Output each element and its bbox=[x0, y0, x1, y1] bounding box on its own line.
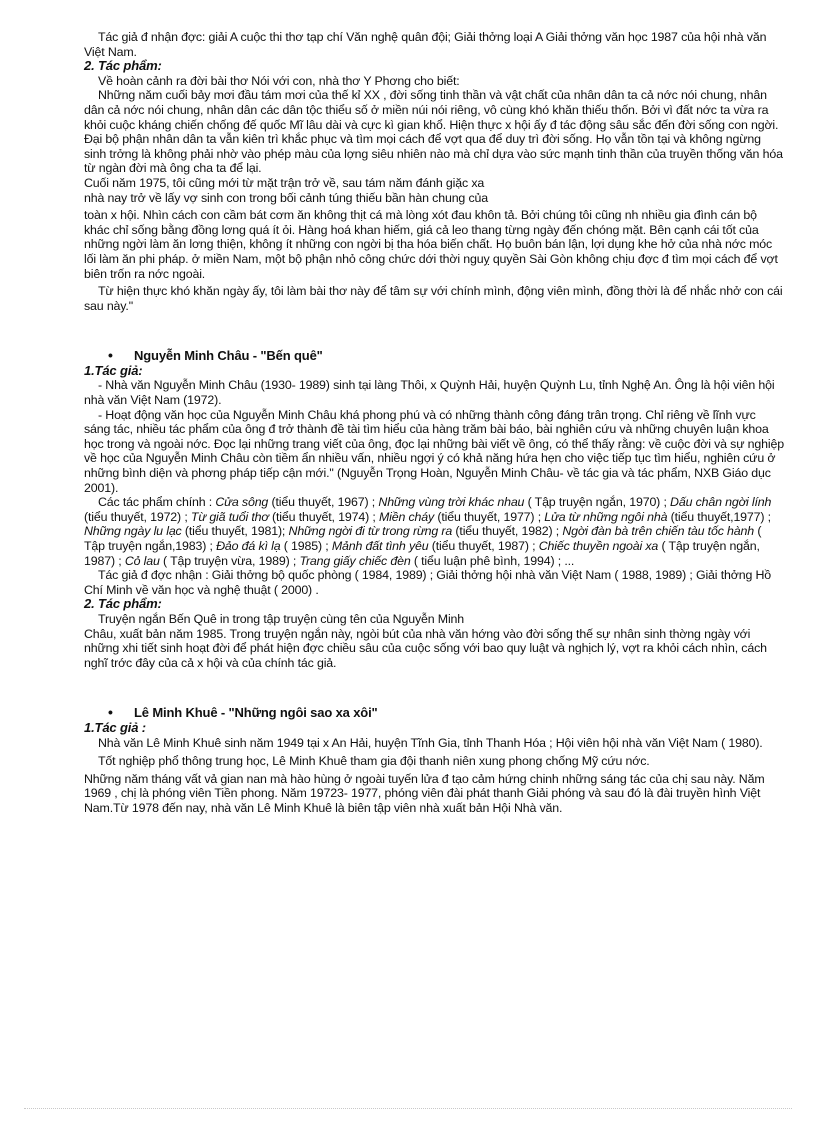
work-detail: ( Tập truyện ngắn, 1987) ; bbox=[84, 539, 760, 568]
work-detail: (tiểu thuyết,1977) ; bbox=[667, 509, 771, 524]
work-detail: (tiểu thuyết, 1977) ; bbox=[434, 509, 545, 524]
career-paragraph: Những năm tháng vất vả gian nan mà hào hùng ở ngoài tuyến lửa đ tạo cảm hứng chinh những sáng tác của chị sau này. Năm 1969 , chị là phóng viên Tiền phong. Năm 19723- 1977, phóng viên đài phát thanh Giải phóng và sau đó là đài truyền hình Việt Nam.Từ 1978 đến nay, nhà văn Lê Minh Khuê là biên tập viên nhà xuất bản Hội Nhà văn. bbox=[84, 771, 765, 815]
work-description-paragraph: Châu, xuất bản năm 1985. Trong truyện ngắn này, ngòi bút của nhà văn hớng vào đời sống thế sự nhân sinh thờng ngày với những xhi tiết sinh hoạt đời để phát hiện đợc chiều sâu của cuộc sống với bao quy luật và nghịch lý, vợt ra khỏi cách nhìn, cách nghĩ trớc đây của cả x hội và của chính tác giả. bbox=[84, 626, 767, 670]
work-title: Từ giã tuổi thơ bbox=[190, 509, 269, 524]
bullet-icon: • bbox=[108, 704, 113, 721]
section-heading-works: 2. Tác phẩm: bbox=[84, 58, 162, 74]
work-detail: (tiểu thuyết, 1982) ; bbox=[452, 524, 563, 539]
work-title: Trang giấy chiếc đèn bbox=[299, 553, 411, 568]
work-detail: ( Tập truyện ngắn, 1970) ; bbox=[524, 495, 671, 510]
section-heading-works-2: 2. Tác phẩm: bbox=[84, 596, 162, 612]
section-heading-author-2: 1.Tác giả : bbox=[84, 719, 146, 735]
works-list-paragraph bbox=[84, 495, 784, 568]
education-paragraph: Tốt nghiệp phổ thông trung học, Lê Minh Khuê tham gia đội thanh niên xung phong chống Mỹ cứu nớc. bbox=[98, 754, 650, 769]
author-bio-paragraph: - Nhà văn Nguyễn Minh Châu (1930- 1989) sinh tại làng Thôi, x Quỳnh Hải, huyện Quỳnh Lu, tỉnh Nghệ An. Ông là hội viên hội nhà văn Việt Nam (1972). bbox=[84, 378, 775, 408]
work-detail: (tiểu thuyết, 1981); bbox=[181, 524, 289, 539]
author-heading-le-minh-khue bbox=[84, 706, 784, 721]
closing-paragraph: Từ hiện thực khó khăn ngày ấy, tôi làm bài thơ này để tâm sự với chính mình, động viên mình, đồng thời là để nhắc nhở con cái sau này." bbox=[84, 284, 783, 313]
work-detail: (tiểu thuyết, 1967) ; bbox=[268, 495, 379, 510]
work-title: Lửa từ những ngôi nhà bbox=[544, 509, 668, 524]
author-career-paragraph: - Hoạt động văn học của Nguyễn Minh Châu khá phong phú và có những thành công đáng trân trọng. Chỉ riêng về lĩnh vực sáng tác, nhiều tác phẩm của ông đ trở thành đề tài tìm hiểu của hàng trăm bài báo, bài nghiên cứu và những chuyên luận khoa học trong và ngoài nớc. Đọc lại những trang viết của ông, đọc lại những bài viết về ông, có thể thấy rằng: về cuộc đời và sự nghiệp về học của Nguyễn Minh Châu còn tiềm ẩn nhiều vấn, nhiều ngợi ý có khả năng hứa hẹn cho việc tiếp tục tìm hiểu, nghiên cứu ở những bình diện và phơng pháp tiếp cận mới." (Nguyễn Trọng Hoàn, Nguyễn Minh Châu- về tác gia và tác phẩm, NXB Giáo dục 2001). bbox=[84, 407, 784, 495]
work-title: Cỏ lau bbox=[124, 553, 160, 568]
document-page bbox=[84, 30, 784, 816]
work-title: Chiếc thuyền ngoài xa bbox=[538, 539, 659, 553]
work-title: Dấu chân ngời lính bbox=[670, 495, 772, 510]
section-heading-author: 1.Tác giả: bbox=[84, 362, 143, 378]
awards-paragraph: Tác giả đ đợc nhận : Giải thởng bộ quốc phòng ( 1984, 1989) ; Giải thởng hội nhà văn Việt Nam ( 1988, 1989) ; Giải thởng Hồ Chí Minh về văn học và nghệ thuật ( 2000) . bbox=[84, 568, 772, 597]
award-paragraph: Tác giả đ nhận đợc: giải A cuộc thi thơ tạp chí Văn nghệ quân đội; Giải thởng loại A Giải thởng văn học 1987 của hội nhà văn Việt Nam. bbox=[84, 30, 767, 59]
work-detail: ( tiểu luận phê bình, 1994) ; ... bbox=[410, 553, 575, 568]
work-detail: (tiểu thuyết, 1974) ; bbox=[268, 509, 379, 524]
work-title: Mảnh đất tình yêu bbox=[331, 539, 429, 553]
work-intro-line: Truyện ngắn Bến Quê in trong tập truyện cùng tên của Nguyễn Minh bbox=[98, 611, 465, 626]
work-detail: (tiểu thuyết, 1972) ; bbox=[84, 509, 191, 524]
work-detail: (tiểu thuyết, 1987) ; bbox=[428, 539, 539, 553]
work-title: Những ngày lu lạc bbox=[84, 524, 182, 539]
page-bottom-divider bbox=[24, 1108, 792, 1109]
work-detail: ( 1985) ; bbox=[280, 539, 332, 553]
author-title: Nguyễn Minh Châu - "Bến quê" bbox=[134, 348, 323, 364]
line-1975-a: Cuối năm 1975, tôi cũng mới từ mặt trận trở về, sau tám năm đánh giặc xa bbox=[84, 175, 485, 190]
society-paragraph: toàn x hội. Nhìn cách con cầm bát cơm ăn không thịt cá mà lòng xót đau khôn tả. Bởi chúng tôi cũng nh nhiều gia đình cán bộ khác chỉ sống bằng đồng lơng quá ít ỏi. Hàng hoá khan hiếm, giá cả leo thang từng ngày đến chóng mặt. Bên cạnh cái tốt của những ngời làm ăn lơng thiện, không ít những con ngời bị tha hóa biến chất. Họ buôn bán lận, lợi dụng khe hở của nhà nớc móc lối làm ăn phi pháp. ở miền Nam, một bộ phận nhỏ công chức dới thời nguỵ quyền Sài Gòn không chịu đợc đ tìm mọi cách để vợt biên trốn ra nớc ngoài. bbox=[84, 208, 778, 281]
work-title: Những ngời đi từ trong rừng ra bbox=[288, 524, 453, 539]
author-heading-nguyen-minh-chau bbox=[84, 349, 784, 364]
work-detail: Các tác phẩm chính : bbox=[98, 495, 216, 510]
work-detail: ( Tập truyện vừa, 1989) ; bbox=[159, 553, 300, 568]
work-title: Ngời đàn bà trên chiến tàu tốc hành bbox=[562, 524, 755, 539]
author-title: Lê Minh Khuê - "Những ngôi sao xa xôi" bbox=[134, 705, 378, 721]
work-title: Đảo đá kì lạ bbox=[216, 539, 281, 553]
reality-paragraph: Những năm cuối bảy mơi đầu tám mơi của thế kỉ XX , đời sống tinh thần và vật chất của nhân dân ta cả nớc nói chung, nhân dân cả nớc nói chung, nhân dân các dân tộc thiểu số ở miền núi nói riêng, vô cùng khó khăn thiếu thốn. Bởi vì đất nớc ta vừa ra khỏi cuộc kháng chiến chống đế quốc Mĩ lâu dài và cực kì gian khổ. Hiện thực x hội ấy đ tác động sâu sắc đến đời sống con ngời. Đại bộ phận nhân dân ta vẫn kiên trì khắc phục và tìm mọi cách để vợt qua để duy trì đời sống. Họ vẫn tồn tại và không ngừng sinh trởng là không phải nhờ vào phép màu của lợng siêu nhiên nào mà chỉ dựa vào sức mạnh tinh thần của truyền thống văn hóa từ ngàn đời mà ông cha ta để lại. bbox=[84, 88, 783, 176]
author-bio-paragraph-2: Nhà văn Lê Minh Khuê sinh năm 1949 tại x An Hải, huyện Tĩnh Gia, tỉnh Thanh Hóa ; Hội viên hội nhà văn Việt Nam ( 1980). bbox=[98, 735, 763, 750]
context-paragraph: Về hoàn cảnh ra đời bài thơ Nói với con, nhà thơ Y Phơng cho biết: bbox=[98, 73, 460, 88]
line-1975-b: nhà nay trở về lấy vợ sinh con trong bối cảnh túng thiếu bần hàn chung của bbox=[84, 190, 488, 205]
bullet-icon: • bbox=[108, 347, 113, 364]
work-title: Những vùng trời khác nhau bbox=[378, 495, 525, 510]
work-detail: ( Tập truyện ngắn,1983) ; bbox=[84, 524, 762, 553]
work-title: Miền cháy bbox=[378, 509, 435, 524]
work-title: Cửa sông bbox=[215, 495, 269, 510]
